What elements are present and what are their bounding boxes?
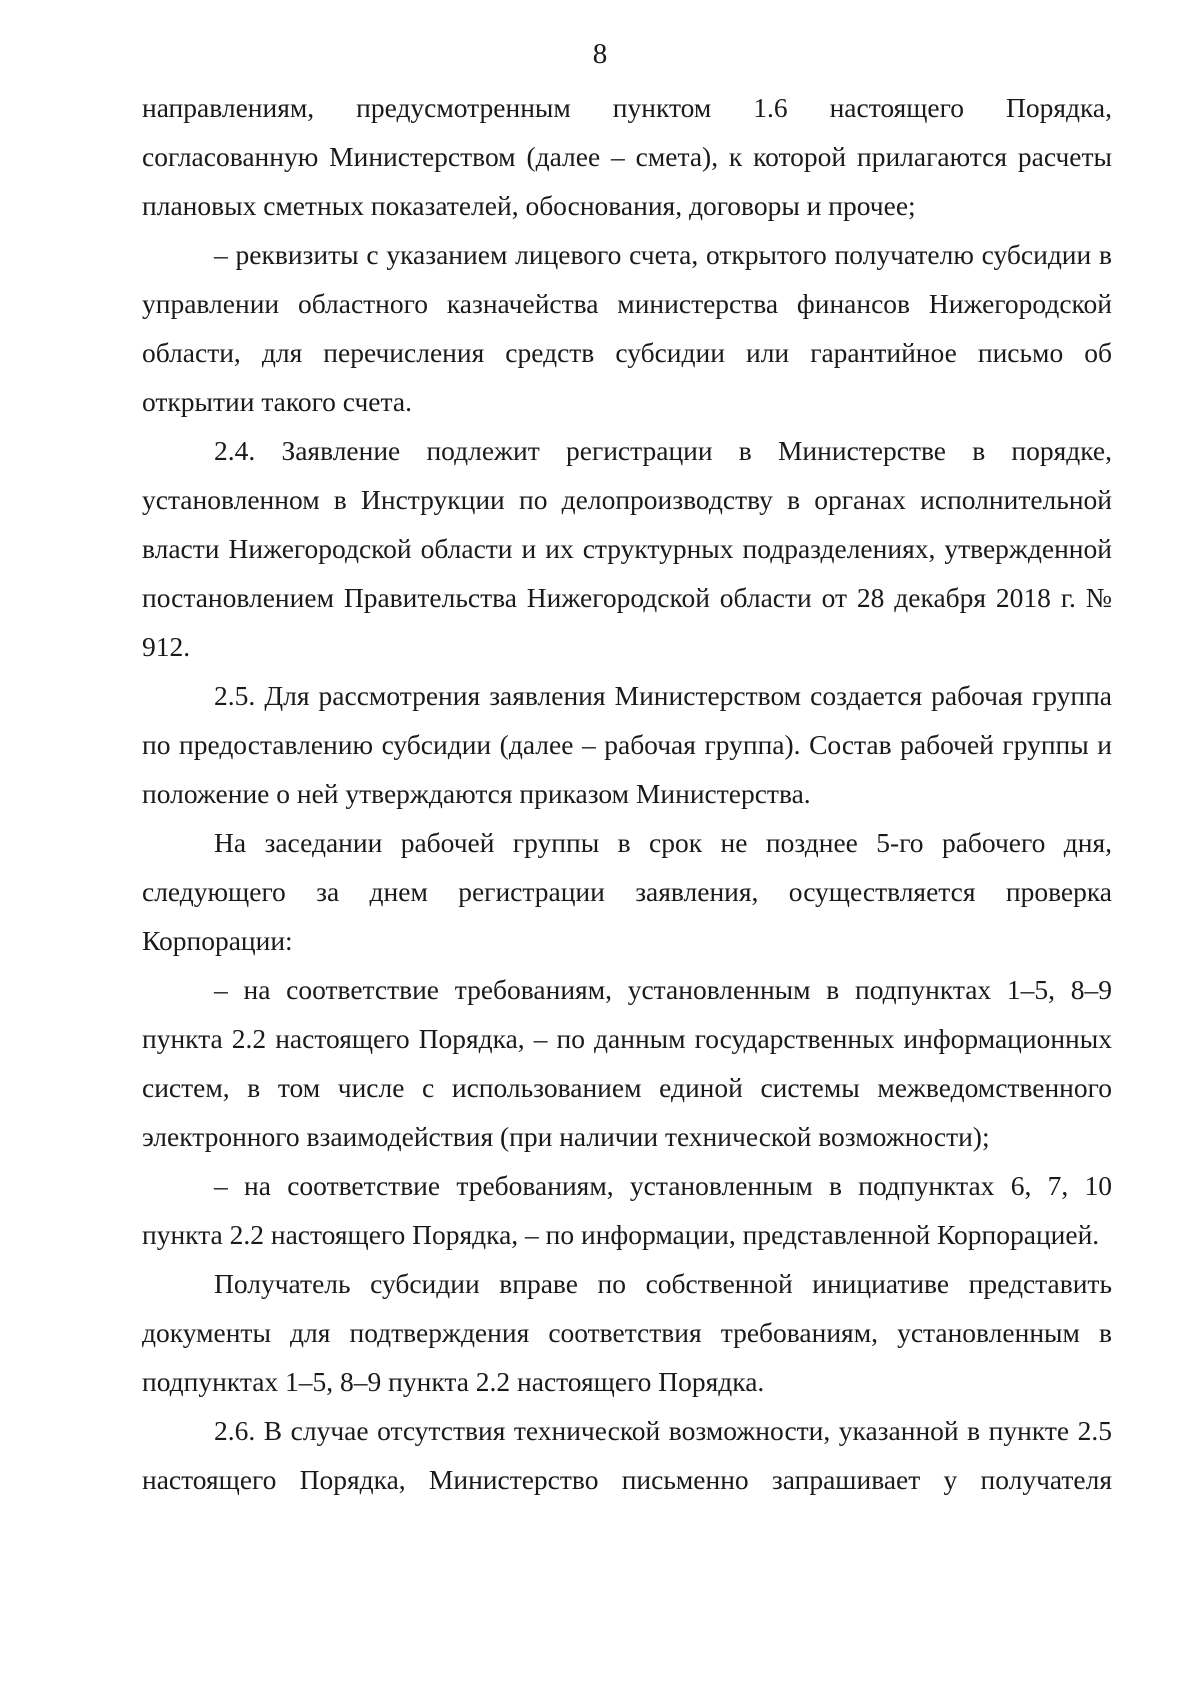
paragraph-2-5: 2.5. Для рассмотрения заявления Министерством создается рабочая группа по предоставлению субсидии (далее – рабочая группа). Состав рабочей группы и положение о ней утверждаются приказом Министерства. bbox=[142, 680, 1112, 809]
paragraph-2-4: 2.4. Заявление подлежит регистрации в Министерстве в порядке, установленном в Инструкции по делопроизводству в органах исполнительной власти Нижегородской области и их структурных подразделениях, утвержденной постановлением Правительства Нижегородской области от 28 декабря 2018 г. № 912. bbox=[142, 435, 1112, 662]
paragraph-working-group-meeting: На заседании рабочей группы в срок не позднее 5-го рабочего дня, следующего за днем регистрации заявления, осуществляется проверка Корпорации: bbox=[142, 827, 1112, 956]
paragraph-check-state-systems: – на соответствие требованиям, установленным в подпунктах 1–5, 8–9 пункта 2.2 настоящего Порядка, – по данным государственных информационных систем, в том числе с использованием единой системы межведомственного электронного взаимодействия (при наличии технической возможности); bbox=[142, 974, 1112, 1152]
paragraph-check-corporation-info: – на соответствие требованиям, установленным в подпунктах 6, 7, 10 пункта 2.2 настоящего Порядка, – по информации, представленной Корпорацией. bbox=[142, 1170, 1112, 1250]
page-number: 8 bbox=[592, 38, 608, 70]
paragraph-account-details: – реквизиты с указанием лицевого счета, открытого получателю субсидии в управлении областного казначейства министерства финансов Нижегородской области, для перечисления средств субсидии или гарантийное письмо об открытии такого счета. bbox=[142, 239, 1112, 417]
document-body bbox=[142, 83, 1112, 1504]
paragraph-recipient-initiative: Получатель субсидии вправе по собственной инициативе представить документы для подтверждения соответствия требованиям, установленным в подпунктах 1–5, 8–9 пункта 2.2 настоящего Порядка. bbox=[142, 1268, 1112, 1397]
paragraph-estimate-continuation: направлениям, предусмотренным пунктом 1.6 настоящего Порядка, согласованную Министерством (далее – смета), к которой прилагаются расчеты плановых сметных показателей, обоснования, договоры и прочее; bbox=[142, 92, 1112, 221]
paragraph-2-6: 2.6. В случае отсутствия технической возможности, указанной в пункте 2.5 настоящего Порядка, Министерство письменно запрашивает у получателя bbox=[142, 1415, 1112, 1495]
